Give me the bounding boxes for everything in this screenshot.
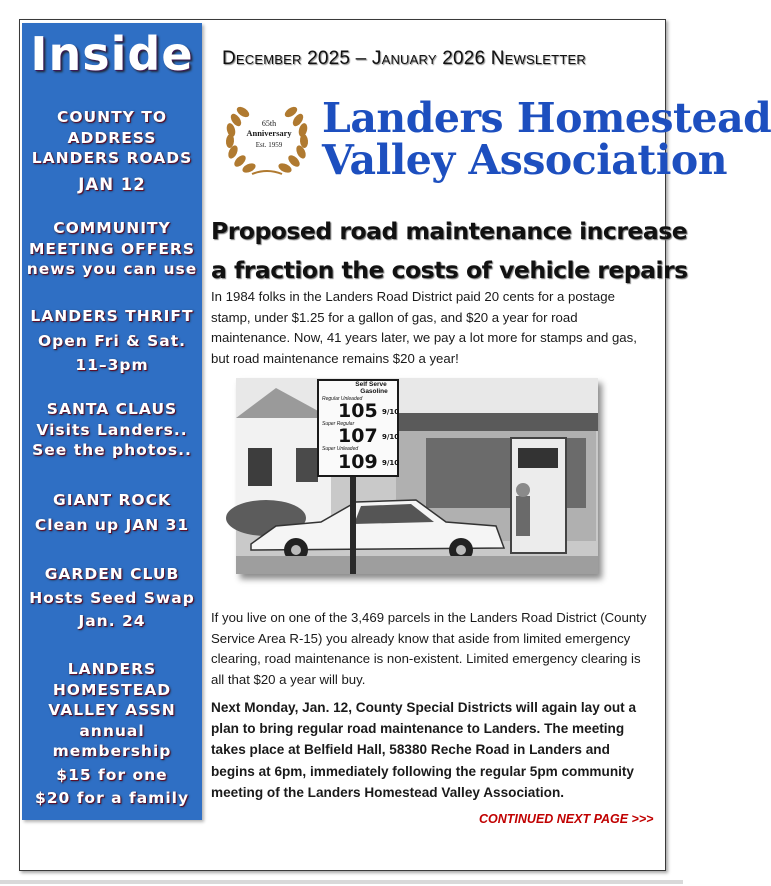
sidebar-line: $15 for one <box>56 765 168 784</box>
photo-sign-top: Self Serve <box>355 381 387 388</box>
sidebar-item-giant-rock <box>22 490 202 535</box>
sidebar-line: VALLEY ASSN <box>48 701 176 719</box>
seal-line: Anniversary <box>246 128 292 138</box>
sidebar-line: Hosts Seed Swap <box>29 588 195 607</box>
photo-price: 105 <box>338 400 378 422</box>
seal-line: Est. 1959 <box>255 141 283 149</box>
sidebar-line: Clean up JAN 31 <box>34 515 190 534</box>
association-name-line2: Valley Association <box>322 136 728 184</box>
sidebar-line: HOMESTEAD <box>52 680 172 699</box>
sidebar-item-community-meeting <box>22 218 202 280</box>
text-line: plan to bring regular road maintenance to Landers. The meeting <box>211 721 625 737</box>
text-line: In 1984 folks in the Landers Road District paid 20 cents for a postage <box>211 289 615 304</box>
inside-sidebar <box>22 23 202 820</box>
article-headline-line2: a fraction the costs of vehicle repairs <box>211 256 688 284</box>
sidebar-title: Inside <box>30 27 194 81</box>
text-line: clearing, road maintenance is non-existent. Limited emergency clearing is <box>211 651 641 667</box>
sidebar-line: 11–3pm <box>75 356 149 374</box>
sidebar-line: LANDERS <box>67 660 157 678</box>
photo-price-tenths: 9/10 <box>382 433 400 441</box>
sidebar-line: COMMUNITY <box>53 219 171 237</box>
sidebar-line: COUNTY TO <box>56 108 168 126</box>
sidebar-item-membership <box>22 659 202 809</box>
text-line: takes place at Belfield Hall, 58380 Reche Road in Landers and <box>211 742 610 758</box>
sidebar-item-santa <box>22 399 202 461</box>
sidebar-line: membership <box>52 742 172 760</box>
text-line: meeting of the Landers Homestead Valley Association. <box>211 784 565 800</box>
sidebar-line: Open Fri & Sat. <box>38 331 186 350</box>
text-line: but road maintenance remains $20 a year! <box>211 351 459 367</box>
photo-price: 107 <box>338 425 378 447</box>
sidebar-line: JAN 12 <box>78 174 146 194</box>
seal-line: 65th <box>261 119 277 128</box>
article-headline-line1: Proposed road maintenance increase <box>211 217 688 245</box>
sidebar-line: SANTA CLAUS <box>46 400 178 418</box>
article-paragraph-2 <box>211 608 657 691</box>
association-name-line1: Landers Homestead <box>322 94 771 142</box>
sidebar-line: $20 for a family <box>34 789 190 807</box>
sidebar-line: news you can use <box>26 260 198 278</box>
text-line: If you live on one of the 3,469 parcels in the Landers Road District (County <box>211 610 647 625</box>
sidebar-item-thrift <box>22 306 202 376</box>
sidebar-line: Visits Landers.. <box>36 420 188 439</box>
text-line: maintenance. Now, 41 years later, we pay a lot more for stamps and gas, <box>211 330 637 346</box>
sidebar-line: GIANT ROCK <box>53 491 171 509</box>
photo-price-label: Super Regular <box>322 421 355 427</box>
continued-next-page-link[interactable]: CONTINUED NEXT PAGE >>> <box>479 812 654 826</box>
sidebar-item-garden-club <box>22 564 202 632</box>
newsletter-date-header: December 2025 – January 2026 Newsletter <box>222 48 586 69</box>
laurel-seal-icon <box>222 98 312 178</box>
photo-price: 109 <box>338 451 378 473</box>
text-line: Next Monday, Jan. 12, County Special Districts will again lay out a <box>211 700 637 715</box>
bottom-divider <box>0 880 683 884</box>
sidebar-line: LANDERS THRIFT <box>30 307 194 325</box>
sidebar-line: See the photos.. <box>32 441 192 459</box>
text-line: all that $20 a year will buy. <box>211 672 366 688</box>
sidebar-line: annual <box>79 721 145 740</box>
sidebar-line: Jan. 24 <box>78 612 146 630</box>
sidebar-line: MEETING OFFERS <box>28 239 196 258</box>
photo-sign-top2: Gasoline <box>360 388 388 395</box>
photo-price-tenths: 9/10 <box>382 459 400 467</box>
gas-station-photo <box>236 378 598 574</box>
sidebar-line: LANDERS ROADS <box>31 149 193 167</box>
photo-price-label: Regular Unleaded <box>322 396 363 402</box>
text-line: Service Area R-15) you already know that aside from limited emergency <box>211 630 631 646</box>
article-paragraph-3 <box>211 697 657 803</box>
photo-price-label: Super Unleaded <box>322 446 359 452</box>
text-line: stamp, under $1.25 for a gallon of gas, and $20 a year for road <box>211 309 578 325</box>
photo-price-tenths: 9/10 <box>382 408 400 416</box>
sidebar-line: ADDRESS <box>67 128 157 147</box>
sidebar-item-county-roads <box>22 107 202 195</box>
article-paragraph-1 <box>211 287 657 370</box>
text-line: begins at 6pm, immediately following the regular 5pm community <box>211 763 634 779</box>
sidebar-line: GARDEN CLUB <box>44 565 180 583</box>
